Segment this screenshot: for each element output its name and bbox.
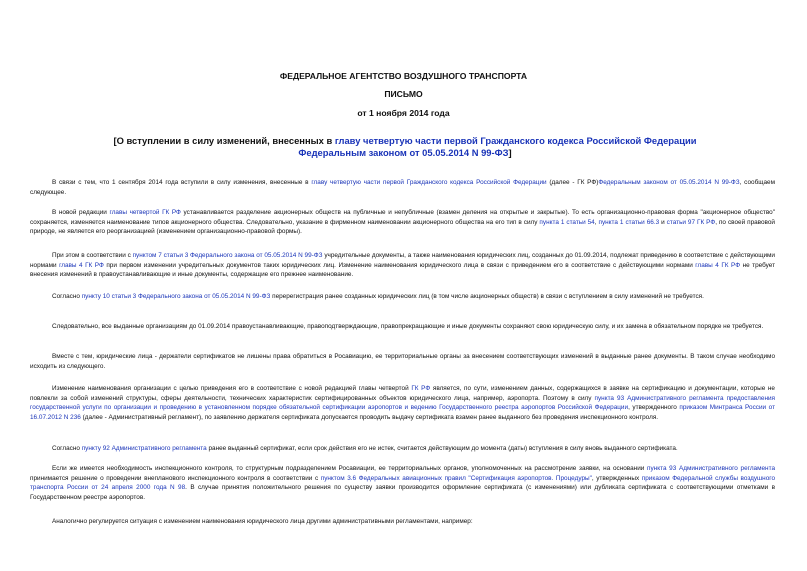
document-type: ПИСЬМО [384, 89, 423, 99]
paragraph-text: , утвержденного [628, 404, 680, 412]
subject-suffix: ] [508, 147, 512, 158]
document-link[interactable]: пункта 1 статьи 54 [539, 218, 595, 226]
paragraph-text: перерегистрация ранее созданных юридических лиц (в том числе акционерных обществ) в связи с вступлением в силу изменений не требуется. [270, 293, 704, 300]
document-link[interactable]: ГК РФ [411, 385, 431, 392]
paragraph-2 [30, 208, 775, 237]
paragraph-text: (далее - Административный регламент), по заявлению держателя сертификата допускается проводить выдачу сертификата взамен ранее выданного без проведения инспекционного контроля. [80, 413, 659, 421]
paragraph-text: ранее выданный сертификат, если срок действия его не истек, считается действующим до момента (даты) вступления в силу вновь выданного сертификата. [206, 445, 678, 452]
paragraph-6 [30, 352, 775, 371]
paragraph-text: . В случае принятия положительного решения по существу заявки производится оформление сертификата (с изменениями) или дубликата сертификата с соответствующими отметками в Государственном реестре аэропортов. [30, 484, 775, 501]
document-link[interactable]: приказом Федеральной службы воздушного транспорта России от 24 апреля 2000 года N 98 [30, 474, 776, 492]
document-link[interactable]: главы четвертой ГК РФ [109, 209, 181, 216]
paragraph-10 [30, 517, 775, 527]
paragraph-text: является, по сути, изменением данных, содержащихся в заявке на сертификацию и документации, которые не повлекли за собой изменений структуры, сферы деятельности, технических характеристик сертифицированных объектов юридического лица, например, аэропорта. Поэтому в силу [30, 385, 775, 402]
paragraph-8 [30, 444, 775, 454]
document-link[interactable]: пункта 93 Административного регламента [647, 465, 775, 472]
paragraph-text: Вместе с тем, юридические лица - держатели сертификатов не лишены права обратиться в Росавиацию, ее территориальные органы за внесением соответствующих изменений в выданные ранее документы. В таком случае необходимо исходить из следующего. [30, 353, 775, 370]
paragraph-text: , утвержденных [591, 474, 642, 482]
document-link[interactable]: главу четвертую части первой Гражданского кодекса Российской Федерации [311, 179, 547, 186]
paragraph-5 [30, 322, 775, 332]
paragraph-text: Изменение наименования организации с целью приведения его в соответствие с новой редакцией главы четвертой [52, 385, 412, 392]
paragraph-text: учредительные документы, а также наименования юридических лиц, созданных до 01.09.2014, подлежат приведению в соответствие с действующими нормами [30, 252, 775, 269]
paragraph-text: Согласно [52, 293, 82, 300]
paragraph-3 [30, 251, 775, 280]
paragraph-text: , сообщаем следующее. [30, 179, 775, 196]
document-link[interactable]: пункта 93 Административного регламента предоставления государственной услуги по организации и проведению в установленном порядке обязательной сертификации аэропортов и ведению Государственного реестра аэропортов Российской Федерации [30, 394, 775, 412]
paragraph-text: и [659, 218, 667, 226]
document-link[interactable]: пункту 92 Административного регламента [81, 445, 207, 452]
paragraph-text: В новой редакции [52, 209, 110, 216]
paragraph-9 [30, 464, 775, 502]
document-link[interactable]: главы 4 ГК РФ [695, 261, 741, 269]
paragraph-4 [30, 292, 775, 302]
paragraph-text: В связи с тем, что 1 сентября 2014 года вступили в силу изменения, внесенные в [52, 179, 312, 186]
paragraph-text: Следовательно, все выданные организациям до 01.09.2014 правоустанавливающие, правоподтверждающие, правопрекращающие и иные документы сохраняют свою юридическую силу, и их замена в обязательном порядке не требуется. [52, 323, 764, 330]
paragraph-1 [30, 178, 775, 197]
paragraph-text: , [594, 218, 599, 226]
document-link[interactable]: пункту 10 статьи 3 Федерального закона от 05.05.2014 N 99-ФЗ [81, 293, 271, 300]
paragraph-text: Согласно [52, 445, 82, 452]
subject-link[interactable]: главу четвертую части первой Гражданского кодекса Российской Федерации Федеральным законом от 05.05.2014 N 99-ФЗ [298, 135, 697, 158]
document-link[interactable]: Федеральным законом от 05.05.2014 N 99-ФЗ [598, 179, 740, 186]
paragraph-7 [30, 384, 775, 422]
document-link[interactable]: приказом Минтранса России от 16.07.2012 N 236 [30, 404, 776, 421]
paragraph-text: Аналогично регулируется ситуация с изменением наименования юридического лица другими административными регламентами, например: [52, 518, 473, 525]
document-link[interactable]: пунктом 7 статьи 3 Федерального закона от 05.05.2014 N 99-ФЗ [132, 252, 323, 259]
paragraph-text: принимается решение о проведении внепланового инспекционного контроля в соответствии с [30, 474, 321, 482]
document-subject [100, 135, 710, 159]
paragraph-text: при первом изменении учредительных документов таких юридических лиц. Изменение наименования юридического лица в связи с приведением его в соответствие с действующими нормами [103, 261, 696, 269]
paragraph-text: (далее - ГК РФ) [546, 179, 599, 186]
paragraph-text: не требует внесения изменений в правоустанавливающие и иные документы, содержащие его прежнее наименование. [30, 261, 776, 279]
paragraph-text: устанавливается разделение акционерных обществ на публичные и непубличные (взамен деления на открытые и закрытые). То есть организационно-правовая форма "акционерное общество" сохраняется, изменяется наименование типов акционерного общества. Следовательно, указание в фирменном наименовании акционерного общества на его тип в силу [30, 209, 775, 226]
document-link[interactable]: пункта 1 статьи 66.3 [598, 218, 660, 226]
subject-prefix: [О вступлении в силу изменений, внесенных в [113, 135, 335, 146]
agency-heading: ФЕДЕРАЛЬНОЕ АГЕНТСТВО ВОЗДУШНОГО ТРАНСПОРТА [279, 71, 528, 81]
paragraph-text: Если же имеется необходимость инспекционного контроля, то структурным подразделением Росавиации, ее территориальных органов, уполномоченных на рассмотрение заявки, на основании [52, 465, 648, 472]
document-link[interactable]: пунктом 3.6 Федеральных авиационных правил "Сертификация аэропортов. Процедуры" [320, 474, 592, 482]
paragraph-text: При этом в соответствии с [52, 252, 133, 259]
document-date: от 1 ноября 2014 года [357, 108, 450, 118]
document-link[interactable]: главы 4 ГК РФ [59, 261, 104, 269]
paragraph-text: , по своей правовой природе, не является его реорганизацией (изменением организационно-правовой формы). [30, 218, 776, 236]
document-link[interactable]: статьи 97 ГК РФ [666, 218, 716, 226]
